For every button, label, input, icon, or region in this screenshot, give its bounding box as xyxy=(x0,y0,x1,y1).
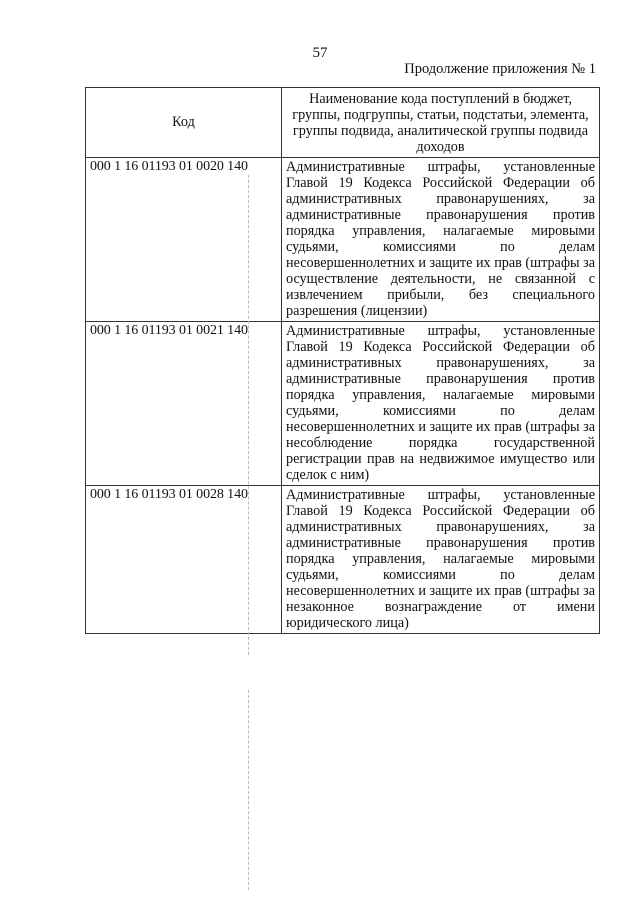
table-header-row xyxy=(86,88,600,158)
header-code: Код xyxy=(86,88,282,158)
row-description: Административные штрафы, установленные Главой 19 Кодекса Российской Федерации об административных правонарушениях, за административные правонарушения против порядка управления, налагаемые мировыми судьями, комиссиями по делам несовершеннолетних и защите их прав (штрафы за осуществление деятельности, не связанной с извлечением прибыли, без специального разрешения (лицензии) xyxy=(282,158,600,322)
row-code: 000 1 16 01193 01 0028 140 xyxy=(86,486,282,634)
header-name: Наименование кода поступлений в бюджет, группы, подгруппы, статьи, подстатьи, элемента, группы подвида, аналитической группы подвида доходов xyxy=(282,88,600,158)
row-description: Административные штрафы, установленные Главой 19 Кодекса Российской Федерации об административных правонарушениях, за административные правонарушения против порядка управления, налагаемые мировыми судьями, комиссиями по делам несовершеннолетних и защите их прав (штрафы за незаконное вознаграждение от имени юридического лица) xyxy=(282,486,600,634)
continuation-label: Продолжение приложения № 1 xyxy=(404,61,596,77)
revenue-code-table xyxy=(85,87,600,634)
table-row xyxy=(86,158,600,322)
table-row xyxy=(86,322,600,486)
row-description: Административные штрафы, установленные Главой 19 Кодекса Российской Федерации об административных правонарушениях, за административные правонарушения против порядка управления, налагаемые мировыми судьями, комиссиями по делам несовершеннолетних и защите их прав (штрафы за несоблюдение порядка государственной регистрации прав на недвижимое имущество или сделок с ним) xyxy=(282,322,600,486)
scan-fold-line xyxy=(248,175,249,655)
table-row xyxy=(86,486,600,634)
page-number: 57 xyxy=(312,45,328,61)
row-code: 000 1 16 01193 01 0020 140 xyxy=(86,158,282,322)
scan-fold-line-lower xyxy=(248,690,249,890)
row-code: 000 1 16 01193 01 0021 140 xyxy=(86,322,282,486)
